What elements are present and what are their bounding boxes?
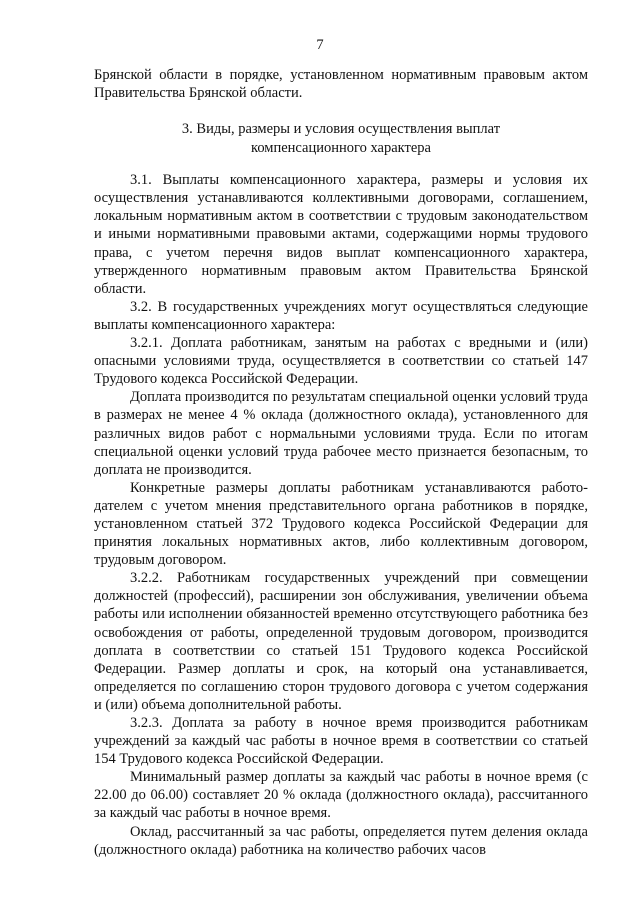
- section-heading-line-1: 3. Виды, размеры и условия осуществления выплат: [181, 121, 501, 138]
- paragraph-3-2-2: 3.2.2. Работникам государственных учреждений при совмещении должностей (профессий), расширении зон обслуживания, увеличении объема работы или исполнении обязанностей временно отсутствующего работника без освобождения от работы, определенной трудовым договором, производится доплата в соответствии со статьей 151 Трудового кодекса Российской Федерации. Размер доплаты и срок, на который она устанавливается, определяется по соглашению сторон трудового договора с учетом содержания и (или) объема дополнительной работы.: [94, 570, 588, 713]
- paragraph-3-2-1: 3.2.1. Доплата работникам, занятым на работах с вредными и (или) опасными условиями труда, осуществляется в соответствии со статьей 147 Трудового кодекса Российской Федерации.: [94, 335, 588, 388]
- section-heading: [94, 120, 588, 157]
- document-body: [94, 66, 588, 859]
- paragraph-3-2-3: 3.2.3. Доплата за работу в ночное время производится работникам учреждений за каждый час работы в ночное время в соответствии со статьей 154 Трудового кодекса Российской Федерации.: [94, 715, 588, 768]
- page-number: 7: [316, 37, 324, 53]
- section-heading-line-2: компенсационного характера: [251, 139, 431, 156]
- paragraph-3-2-3-minimum: Минимальный размер доплаты за каждый час работы в ночное время (с 22.00 до 06.00) составляет 20 % оклада (должностного оклада), рассчитанного за каждый час работы в ночное время.: [94, 769, 588, 822]
- paragraph-continuation: Брянской области в порядке, установленном нормативным правовым актом Правительства Брянской области.: [94, 67, 588, 102]
- paragraph-3-2-1-conditions: Доплата производится по результатам специальной оценки условий труда в размерах не менее 4 % оклада (должностного оклада), установленного для различных видов работ с нормальными условиями труда. Если по итогам специальной оценки условий труда рабочее место признается безопасным, то доплата не производится.: [94, 389, 588, 478]
- paragraph-3-2-1-amounts: Конкретные размеры доплаты работникам устанавливаются работодателем с учетом мнения представительного органа работников в порядке, установленном статьей 372 Трудового кодекса Российской Федерации для принятия локальных нормативных актов, либо коллективным договором, трудовым договором.: [94, 479, 588, 569]
- paragraph-3-2: 3.2. В государственных учреждениях могут осуществляться следующие выплаты компенсационного характера:: [94, 298, 588, 333]
- paragraph-3-2-3-hourly-rate: Оклад, рассчитанный за час работы, определяется путем деления оклада (должностного оклада) работника на количество рабочих часов: [94, 823, 588, 858]
- paragraph-3-1: 3.1. Выплаты компенсационного характера, размеры и условия их осуществления устанавливаются коллективными договорами, соглашением, локальным нормативным актом в соответствии с трудовым законодательством и иными нормативными правовыми актами, содержащими нормы трудового права, с учетом перечня видов выплат компенсационного характера, утвержденного нормативным правовым актом Правительства Брянской области.: [94, 172, 588, 297]
